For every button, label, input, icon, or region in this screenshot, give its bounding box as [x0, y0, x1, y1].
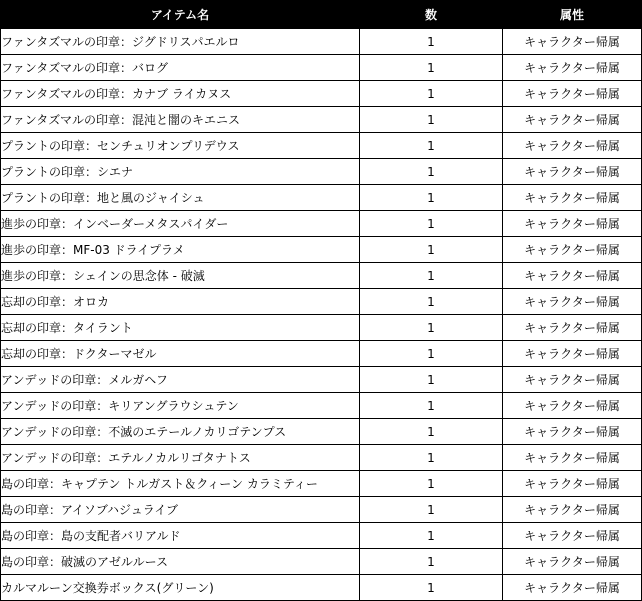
- table-row: [1, 107, 642, 133]
- table-row: [1, 523, 642, 549]
- header-item-name: アイテム名: [1, 1, 360, 29]
- cell-quantity: 1: [360, 185, 503, 211]
- cell-item-name: ファンタズマルの印章：カナブ ライカヌス: [1, 81, 360, 107]
- cell-item-name: アンデッドの印章：不滅のエテールノカリゴテンプス: [1, 419, 360, 445]
- table-row: [1, 237, 642, 263]
- cell-attribute: キャラクター帰属: [503, 341, 642, 367]
- cell-item-name: ファンタズマルの印章：バログ: [1, 55, 360, 81]
- cell-attribute: キャラクター帰属: [503, 367, 642, 393]
- cell-quantity: 1: [360, 133, 503, 159]
- cell-quantity: 1: [360, 211, 503, 237]
- cell-item-name: 進歩の印章：MF-03 ドライプラメ: [1, 237, 360, 263]
- table-row: [1, 497, 642, 523]
- cell-item-name: 進歩の印章：シェインの思念体 - 破滅: [1, 263, 360, 289]
- cell-item-name: プラントの印章：地と風のジャイシュ: [1, 185, 360, 211]
- cell-attribute: キャラクター帰属: [503, 211, 642, 237]
- cell-attribute: キャラクター帰属: [503, 29, 642, 55]
- table-row: [1, 185, 642, 211]
- cell-quantity: 1: [360, 549, 503, 575]
- cell-item-name: 忘却の印章：タイラント: [1, 315, 360, 341]
- cell-item-name: ファンタズマルの印章：混沌と闇のキエニス: [1, 107, 360, 133]
- cell-quantity: 1: [360, 289, 503, 315]
- cell-attribute: キャラクター帰属: [503, 497, 642, 523]
- table-row: [1, 367, 642, 393]
- cell-item-name: アンデッドの印章：メルガヘフ: [1, 367, 360, 393]
- cell-attribute: キャラクター帰属: [503, 315, 642, 341]
- cell-quantity: 1: [360, 341, 503, 367]
- cell-item-name: アンデッドの印章：キリアングラウシュテン: [1, 393, 360, 419]
- table-row: [1, 263, 642, 289]
- header-quantity: 数: [360, 1, 503, 29]
- cell-quantity: 1: [360, 575, 503, 601]
- cell-item-name: ファンタズマルの印章：ジグドリスパエルロ: [1, 29, 360, 55]
- table-row: [1, 471, 642, 497]
- table-row: [1, 211, 642, 237]
- cell-attribute: キャラクター帰属: [503, 445, 642, 471]
- cell-attribute: キャラクター帰属: [503, 55, 642, 81]
- cell-quantity: 1: [360, 237, 503, 263]
- cell-quantity: 1: [360, 445, 503, 471]
- table-row: [1, 81, 642, 107]
- cell-attribute: キャラクター帰属: [503, 419, 642, 445]
- table-row: [1, 419, 642, 445]
- table-row: [1, 445, 642, 471]
- cell-attribute: キャラクター帰属: [503, 81, 642, 107]
- cell-quantity: 1: [360, 419, 503, 445]
- cell-quantity: 1: [360, 315, 503, 341]
- cell-quantity: 1: [360, 81, 503, 107]
- cell-item-name: プラントの印章：シエナ: [1, 159, 360, 185]
- cell-attribute: キャラクター帰属: [503, 263, 642, 289]
- cell-attribute: キャラクター帰属: [503, 185, 642, 211]
- table-row: [1, 133, 642, 159]
- cell-quantity: 1: [360, 107, 503, 133]
- cell-item-name: 島の印章：破滅のアゼルルース: [1, 549, 360, 575]
- table-row: [1, 315, 642, 341]
- cell-attribute: キャラクター帰属: [503, 289, 642, 315]
- cell-quantity: 1: [360, 393, 503, 419]
- cell-attribute: キャラクター帰属: [503, 159, 642, 185]
- cell-quantity: 1: [360, 497, 503, 523]
- table-row: [1, 341, 642, 367]
- table-row: [1, 289, 642, 315]
- cell-attribute: キャラクター帰属: [503, 471, 642, 497]
- table-row: [1, 575, 642, 601]
- table-body: [1, 29, 642, 601]
- cell-attribute: キャラクター帰属: [503, 549, 642, 575]
- cell-item-name: 進歩の印章：インベーダーメタスパイダー: [1, 211, 360, 237]
- cell-attribute: キャラクター帰属: [503, 393, 642, 419]
- cell-attribute: キャラクター帰属: [503, 107, 642, 133]
- table-row: [1, 55, 642, 81]
- cell-item-name: 島の印章：島の支配者バリアルド: [1, 523, 360, 549]
- cell-quantity: 1: [360, 523, 503, 549]
- cell-item-name: プラントの印章：センチュリオンプリデウス: [1, 133, 360, 159]
- cell-quantity: 1: [360, 29, 503, 55]
- cell-item-name: 島の印章：アイソブハジュライブ: [1, 497, 360, 523]
- table-row: [1, 159, 642, 185]
- cell-quantity: 1: [360, 471, 503, 497]
- table-row: [1, 549, 642, 575]
- cell-quantity: 1: [360, 367, 503, 393]
- table-row: [1, 393, 642, 419]
- table-row: [1, 29, 642, 55]
- cell-item-name: アンデッドの印章：エテルノカルリゴタナトス: [1, 445, 360, 471]
- cell-attribute: キャラクター帰属: [503, 575, 642, 601]
- cell-quantity: 1: [360, 159, 503, 185]
- cell-item-name: 島の印章：キャプテン トルガスト＆クィーン カラミティー: [1, 471, 360, 497]
- cell-item-name: カルマルーン交換券ボックス(グリーン): [1, 575, 360, 601]
- cell-item-name: 忘却の印章：オロカ: [1, 289, 360, 315]
- table-header-row: [1, 1, 642, 29]
- cell-attribute: キャラクター帰属: [503, 133, 642, 159]
- cell-attribute: キャラクター帰属: [503, 523, 642, 549]
- cell-attribute: キャラクター帰属: [503, 237, 642, 263]
- cell-quantity: 1: [360, 263, 503, 289]
- header-attribute: 属性: [503, 1, 642, 29]
- cell-item-name: 忘却の印章：ドクターマゼル: [1, 341, 360, 367]
- cell-quantity: 1: [360, 55, 503, 81]
